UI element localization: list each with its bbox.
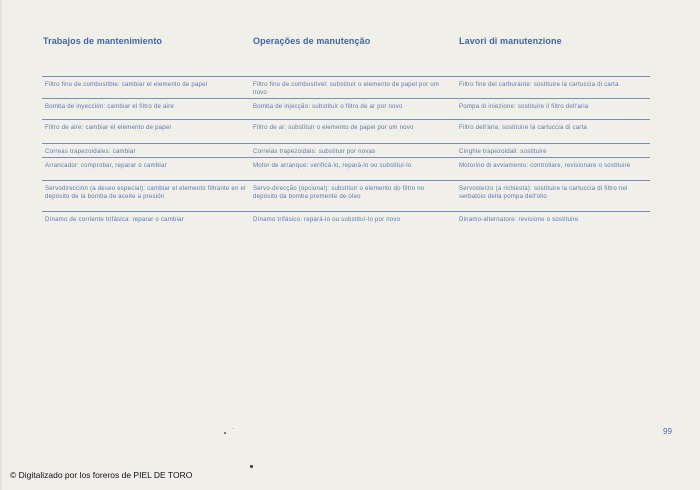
cell-portuguese: Correias trapezoidais: substituir por novas — [253, 148, 376, 155]
cell-portuguese: Filtro fino de combustível: substituir o elemento de papel por um novo — [253, 81, 440, 96]
cell-italian: Cinghie trapezoidali: sostituire — [459, 148, 547, 155]
table-row — [42, 158, 650, 181]
table-row — [42, 144, 650, 158]
scan-speck — [224, 432, 226, 434]
scan-speck — [250, 465, 253, 468]
cell-portuguese: Bomba de injecção: substituir o filtro de ar por novo — [253, 103, 403, 110]
scan-speck — [233, 428, 234, 429]
cell-italian: Servosterzo (a richiesta): sostituire la cartuccia di filtro nel serbatoio della pompa dell'olio — [459, 185, 628, 200]
cell-portuguese: Servo-direcção (opcional): substituir o elemento do filtro no depósito da bomba premente de óleo — [253, 185, 425, 200]
cell-spanish: Correas trapezoidales: cambiar — [45, 148, 136, 155]
header-italian: Lavori di manutenzione — [459, 36, 562, 46]
cell-italian: Filtro fine del carburante: sostituire la cartuccia di carta — [459, 81, 619, 88]
digitization-credit: © Digitalizado por los foreros de PIEL DE TORO — [10, 470, 193, 480]
table-row — [42, 120, 650, 144]
cell-spanish: Dínamo de corriente trifásica: reparar o cambiar — [45, 216, 184, 223]
table-row — [42, 77, 650, 99]
cell-spanish: Filtro fino de combustible: cambiar el elemento de papel — [45, 81, 208, 88]
table-row — [42, 212, 650, 236]
header-portuguese: Operações de manutenção — [253, 36, 371, 46]
cell-portuguese: Filtro de ar: substituir o elemento de papel por um novo — [253, 124, 414, 131]
header-spanish: Trabajos de mantenimiento — [43, 36, 163, 46]
cell-spanish: Arrancador: comprobar, reparar o cambiar — [45, 162, 167, 169]
cell-italian: Dinamo-alternatore: revisione o sostituire — [459, 216, 579, 223]
cell-italian: Filtro dell'aria: sostituire la cartuccia di carta — [459, 124, 588, 131]
table-row — [42, 181, 650, 212]
cell-portuguese: Dínamo trifásico: repará-lo ou substituí-lo por novo — [253, 216, 401, 223]
cell-spanish: Servodirección (a deseo especial): cambiar el elemento filtrante en el depósito de la bomba de aceite a presión — [45, 185, 246, 200]
cell-spanish: Filtro de aire: cambiar el elemento de papel — [45, 124, 171, 131]
cell-portuguese: Motor de arranque: verificá-lo, repará-lo ou substituí-lo — [253, 162, 412, 169]
cell-spanish: Bomba de inyección: cambiar el filtro de aire — [45, 103, 174, 110]
page-margin-shadow — [0, 0, 2, 490]
table-row — [42, 99, 650, 120]
cell-italian: Pompa di iniezione: sostituire il filtro dell'aria — [459, 103, 589, 110]
maintenance-table — [42, 76, 650, 236]
page-number: 99 — [663, 427, 672, 436]
cell-italian: Motorino di avviamento: controllare, revisionare o sostituire — [459, 162, 631, 169]
column-headers — [0, 36, 700, 50]
